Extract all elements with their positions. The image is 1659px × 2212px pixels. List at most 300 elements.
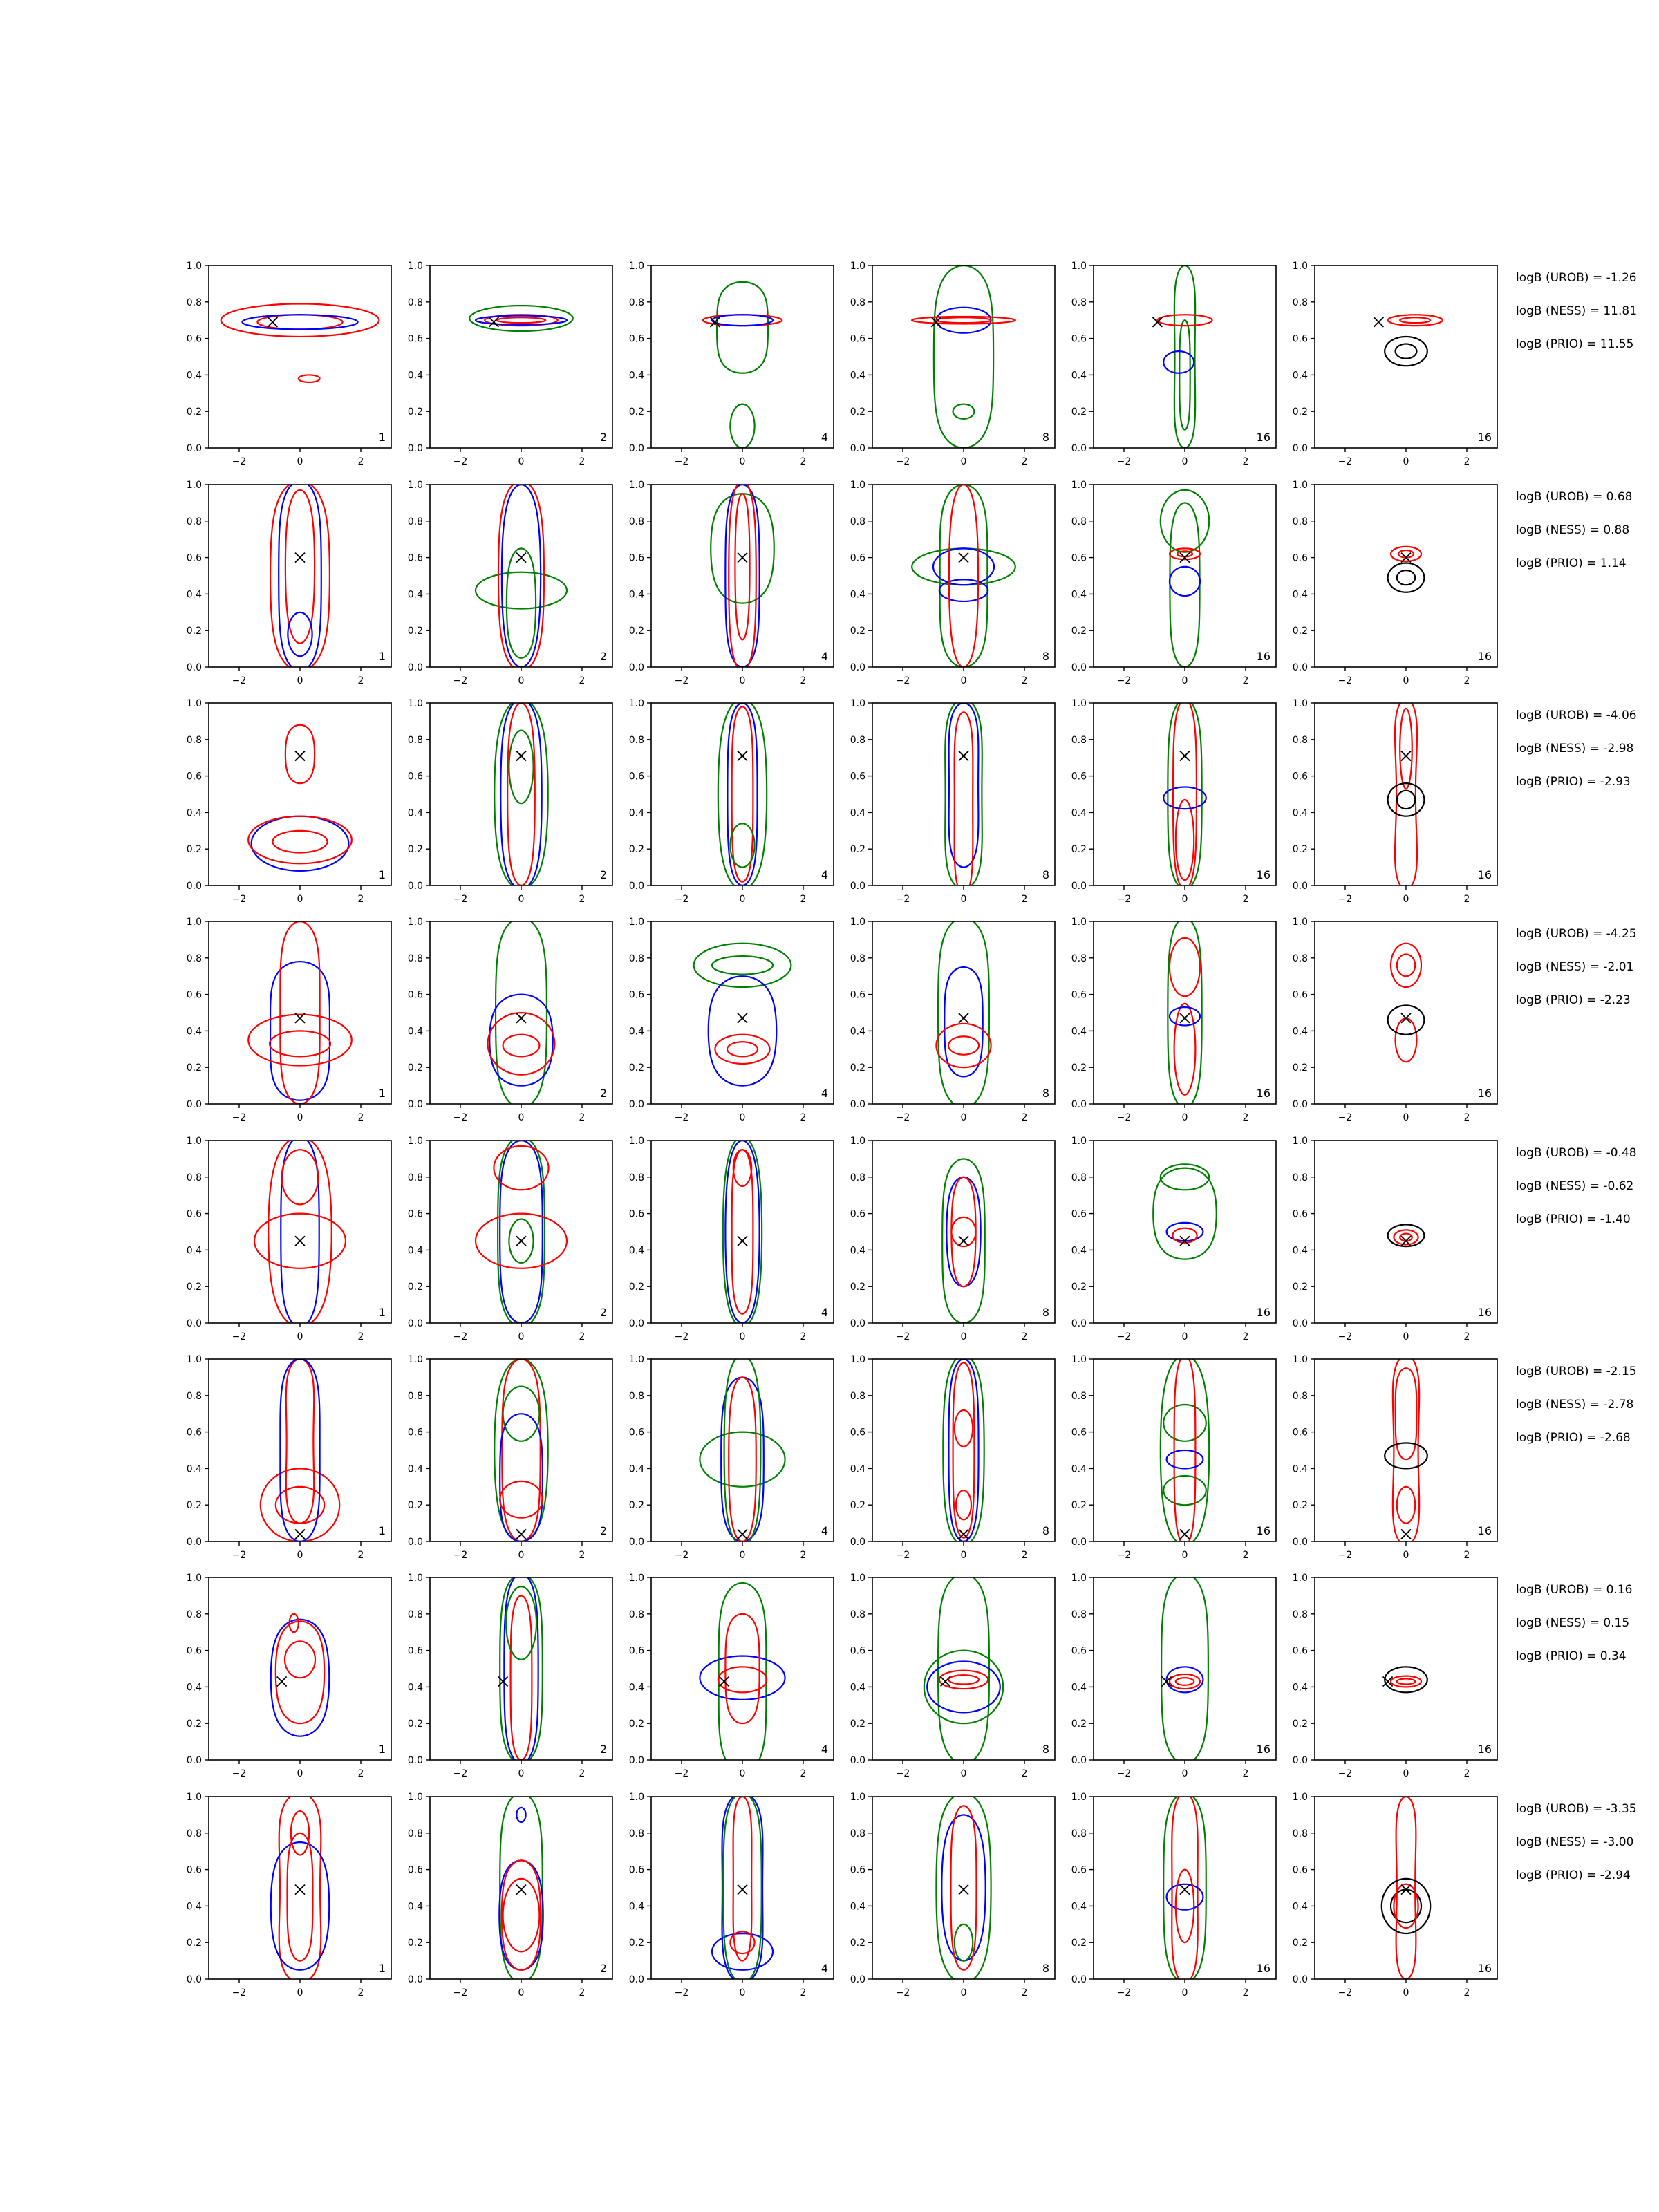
truth-marker xyxy=(295,1236,305,1246)
truth-marker xyxy=(1401,1529,1411,1539)
x-tick-label: −2 xyxy=(1338,456,1353,467)
y-tick-label: 0.6 xyxy=(1292,333,1308,345)
x-tick-label: −2 xyxy=(453,894,468,905)
x-tick-label: 0 xyxy=(518,1987,525,1998)
x-tick-label: −2 xyxy=(1338,1112,1353,1123)
contour-red xyxy=(502,1860,541,1969)
x-tick-label: 2 xyxy=(579,1550,585,1561)
contour-red xyxy=(1388,315,1443,326)
axes-frame xyxy=(1094,703,1276,885)
axes-frame xyxy=(209,1797,391,1979)
contour-blue xyxy=(281,1137,319,1327)
contour-group xyxy=(1388,547,1425,592)
x-tick-label: 0 xyxy=(1403,1112,1409,1123)
x-tick-label: 2 xyxy=(1021,1768,1028,1779)
truth-marker xyxy=(738,553,747,563)
axes-frame xyxy=(872,485,1055,667)
y-tick-label: 1.0 xyxy=(628,480,644,491)
x-tick-label: 2 xyxy=(357,1768,364,1779)
x-tick-label: −2 xyxy=(1116,1550,1132,1561)
y-tick-label: 0.8 xyxy=(850,297,865,308)
truth-marker xyxy=(720,1676,729,1686)
y-tick-label: 0.6 xyxy=(407,1864,423,1876)
contour-group xyxy=(494,1359,547,1541)
x-tick-label: −2 xyxy=(674,1987,689,1998)
y-tick-label: 0.2 xyxy=(850,406,865,418)
x-tick-label: 2 xyxy=(357,1987,364,1998)
contour-green xyxy=(730,823,754,867)
y-tick-label: 1.0 xyxy=(186,1354,202,1365)
y-tick-label: 1.0 xyxy=(186,1792,202,1803)
y-tick-label: 0.6 xyxy=(186,989,202,1001)
y-tick-label: 0.0 xyxy=(628,1974,644,1985)
panel-corner-label: 1 xyxy=(378,1524,386,1537)
contour-group xyxy=(1385,1356,1427,1546)
x-tick-label: 0 xyxy=(1181,1112,1188,1123)
y-tick-label: 0.0 xyxy=(1071,1755,1087,1766)
x-tick-label: 2 xyxy=(800,675,807,686)
logb-block-r4 xyxy=(1516,927,1637,1007)
y-tick-label: 0.4 xyxy=(1292,589,1308,601)
y-tick-label: 0.6 xyxy=(1071,1208,1087,1220)
x-tick-label: 0 xyxy=(1403,1768,1409,1779)
x-tick-label: 2 xyxy=(357,1550,364,1561)
x-tick-label: −2 xyxy=(895,675,910,686)
contour-green xyxy=(469,306,573,331)
y-tick-label: 0.2 xyxy=(186,1718,202,1730)
y-tick-label: 0.8 xyxy=(1071,1828,1087,1839)
contour-group xyxy=(912,485,1015,667)
logb-text: logB (NESS) = 0.15 xyxy=(1516,1616,1630,1630)
truth-marker xyxy=(959,751,968,761)
panel-r2-c4 xyxy=(850,480,1055,686)
y-tick-label: 0.0 xyxy=(1071,1099,1087,1110)
contour-green xyxy=(945,700,982,890)
y-tick-label: 0.2 xyxy=(1071,626,1087,637)
x-tick-label: 2 xyxy=(1021,894,1028,905)
contour-red xyxy=(1397,1487,1415,1524)
panel-corner-label: 16 xyxy=(1477,1306,1492,1319)
truth-marker xyxy=(1180,1529,1190,1539)
y-tick-label: 0.4 xyxy=(1071,1682,1087,1694)
y-tick-label: 0.4 xyxy=(628,1901,644,1913)
logb-block-r5 xyxy=(1516,1146,1637,1226)
y-tick-label: 0.6 xyxy=(628,1427,644,1438)
panel-r2-c3 xyxy=(629,480,834,686)
x-tick-label: 0 xyxy=(739,456,746,467)
y-tick-label: 0.4 xyxy=(628,1026,644,1038)
panel-corner-label: 2 xyxy=(599,1306,607,1319)
logb-block-r1 xyxy=(1516,271,1637,351)
panel-r5-c6 xyxy=(1293,1136,1497,1342)
y-tick-label: 1.0 xyxy=(186,261,202,272)
contour-blue xyxy=(941,1815,985,1960)
y-tick-label: 0.4 xyxy=(186,1682,202,1694)
contour-red xyxy=(703,315,782,326)
panel-corner-label: 8 xyxy=(1042,868,1049,881)
panel-r6-c5 xyxy=(1071,1354,1276,1561)
x-tick-label: 0 xyxy=(739,1550,746,1561)
x-tick-label: −2 xyxy=(1338,1550,1353,1561)
contour-red xyxy=(1398,550,1414,558)
y-tick-label: 0.2 xyxy=(628,1062,644,1074)
x-tick-label: −2 xyxy=(1116,1987,1132,1998)
panel-corner-label: 1 xyxy=(378,1087,386,1100)
contour-blue xyxy=(939,579,988,601)
y-tick-label: 0.6 xyxy=(1071,552,1087,564)
axes-frame xyxy=(1315,1141,1497,1323)
axes-frame xyxy=(209,921,391,1104)
y-tick-label: 1.0 xyxy=(628,1573,644,1584)
y-tick-label: 0.6 xyxy=(186,1427,202,1438)
y-tick-label: 0.4 xyxy=(1292,1026,1308,1038)
contour-blue xyxy=(712,1933,773,1970)
y-tick-label: 1.0 xyxy=(1071,698,1087,709)
y-tick-label: 0.8 xyxy=(628,953,644,964)
contour-blue xyxy=(1167,1223,1203,1241)
y-tick-label: 0.0 xyxy=(186,1755,202,1766)
contour-green xyxy=(730,404,754,448)
y-tick-label: 1.0 xyxy=(1071,917,1087,928)
y-tick-label: 0.0 xyxy=(850,443,865,454)
contour-red xyxy=(1400,317,1430,323)
contour-red xyxy=(270,1031,330,1056)
panel-corner-label: 1 xyxy=(378,1962,386,1975)
x-tick-label: 2 xyxy=(1021,1112,1028,1123)
y-tick-label: 0.2 xyxy=(1071,1500,1087,1512)
y-tick-label: 0.4 xyxy=(186,1026,202,1038)
y-tick-label: 0.6 xyxy=(407,1208,423,1220)
panel-r2-c2 xyxy=(408,480,612,686)
panel-corner-label: 2 xyxy=(599,1087,607,1100)
y-tick-label: 0.0 xyxy=(407,1099,423,1110)
panel-r1-c3 xyxy=(629,261,834,467)
panel-r8-c2 xyxy=(408,1792,612,1998)
x-tick-label: 2 xyxy=(579,675,585,686)
contour-green xyxy=(953,404,975,419)
y-tick-label: 0.0 xyxy=(1292,443,1308,454)
truth-marker xyxy=(1401,751,1411,761)
truth-marker xyxy=(277,1676,287,1686)
x-tick-label: −2 xyxy=(895,456,910,467)
y-tick-label: 0.0 xyxy=(407,662,423,673)
y-tick-label: 0.2 xyxy=(1292,1718,1308,1730)
truth-marker xyxy=(959,1885,968,1895)
panel-r5-c3 xyxy=(629,1136,834,1342)
x-tick-label: 0 xyxy=(1403,1550,1409,1561)
y-tick-label: 1.0 xyxy=(850,480,865,491)
contour-green xyxy=(712,956,773,974)
y-tick-label: 0.2 xyxy=(850,1282,865,1293)
y-tick-label: 0.4 xyxy=(407,1463,423,1475)
x-tick-label: 2 xyxy=(1242,1331,1249,1342)
x-tick-label: 0 xyxy=(960,1987,967,1998)
x-tick-label: 2 xyxy=(579,1112,585,1123)
panel-corner-label: 8 xyxy=(1042,1743,1049,1756)
y-tick-label: 0.2 xyxy=(1292,406,1308,418)
panel-r7-c5 xyxy=(1071,1573,1276,1779)
y-tick-label: 0.8 xyxy=(1071,1172,1087,1183)
truth-marker xyxy=(516,1885,526,1895)
y-tick-label: 0.8 xyxy=(850,1390,865,1402)
x-tick-label: 0 xyxy=(297,1331,303,1342)
y-tick-label: 0.6 xyxy=(628,989,644,1001)
contour-red xyxy=(279,1793,321,1983)
contour-red xyxy=(733,1150,751,1186)
axes-frame xyxy=(430,485,612,667)
x-tick-label: 0 xyxy=(1181,1987,1188,1998)
y-tick-label: 0.4 xyxy=(186,1901,202,1913)
contour-green xyxy=(509,731,533,804)
logb-block-r2 xyxy=(1516,490,1632,570)
x-tick-label: 2 xyxy=(1021,1331,1028,1342)
contour-blue xyxy=(944,967,982,1076)
x-tick-label: 2 xyxy=(357,1112,364,1123)
y-tick-label: 1.0 xyxy=(407,1354,423,1365)
y-tick-label: 0.0 xyxy=(628,1755,644,1766)
axes-frame xyxy=(209,485,391,667)
logb-text: logB (PRIO) = -2.23 xyxy=(1516,993,1631,1007)
panel-r4-c2 xyxy=(408,917,612,1123)
contour-blue xyxy=(949,703,979,868)
x-tick-label: 0 xyxy=(297,894,303,905)
logb-text: logB (UROB) = -4.25 xyxy=(1516,927,1637,941)
axes-frame xyxy=(651,703,834,885)
panel-corner-label: 8 xyxy=(1042,1962,1049,1975)
contour-black xyxy=(1397,570,1415,585)
contour-green xyxy=(1163,1793,1206,1983)
y-tick-label: 1.0 xyxy=(628,917,644,928)
axes-frame xyxy=(1315,1577,1497,1760)
x-tick-label: −2 xyxy=(1116,1331,1132,1342)
y-tick-label: 0.2 xyxy=(628,1500,644,1512)
x-tick-label: 0 xyxy=(960,1112,967,1123)
y-tick-label: 0.6 xyxy=(407,1645,423,1657)
x-tick-label: 0 xyxy=(297,675,303,686)
y-tick-label: 0.4 xyxy=(407,1682,423,1694)
y-tick-label: 0.2 xyxy=(186,1938,202,1949)
y-tick-label: 1.0 xyxy=(628,1792,644,1803)
truth-marker xyxy=(1180,751,1190,761)
y-tick-label: 0.6 xyxy=(186,1208,202,1220)
y-tick-label: 1.0 xyxy=(850,1136,865,1147)
y-tick-label: 0.0 xyxy=(1292,1537,1308,1548)
contour-group xyxy=(912,265,1015,448)
panel-r7-c4 xyxy=(850,1573,1055,1779)
x-tick-label: 2 xyxy=(800,456,807,467)
x-tick-label: −2 xyxy=(895,1987,910,1998)
contour-group xyxy=(943,1356,984,1546)
panel-corner-label: 8 xyxy=(1042,650,1049,663)
contour-red xyxy=(1176,1870,1194,1943)
y-tick-label: 1.0 xyxy=(1292,1354,1308,1365)
panel-corner-label: 16 xyxy=(1477,1743,1492,1756)
panel-r4-c6 xyxy=(1293,917,1497,1123)
x-tick-label: −2 xyxy=(453,1987,468,1998)
axes-frame xyxy=(430,265,612,448)
contour-group xyxy=(694,944,791,1086)
y-tick-label: 0.0 xyxy=(1292,881,1308,892)
y-tick-label: 0.8 xyxy=(186,1172,202,1183)
logb-text: logB (UROB) = 0.68 xyxy=(1516,490,1633,504)
contour-black xyxy=(1382,1879,1430,1933)
contour-group xyxy=(1161,1574,1208,1764)
panel-r1-c2 xyxy=(408,261,612,467)
x-tick-label: 2 xyxy=(1463,1768,1470,1779)
x-tick-label: 0 xyxy=(739,675,746,686)
contour-red xyxy=(285,725,315,783)
contour-blue xyxy=(725,1141,759,1323)
x-tick-label: −2 xyxy=(895,1550,910,1561)
x-tick-label: 2 xyxy=(357,456,364,467)
contour-group xyxy=(221,303,379,382)
axes-frame xyxy=(209,1577,391,1760)
y-tick-label: 0.2 xyxy=(850,1062,865,1074)
y-tick-label: 1.0 xyxy=(407,698,423,709)
y-tick-label: 1.0 xyxy=(850,261,865,272)
panel-r4-c1 xyxy=(187,917,391,1123)
x-tick-label: 2 xyxy=(1021,456,1028,467)
y-tick-label: 0.2 xyxy=(1071,844,1087,856)
panel-r1-c4 xyxy=(850,261,1055,467)
truth-marker xyxy=(959,553,968,563)
x-tick-label: −2 xyxy=(232,1768,247,1779)
panel-corner-label: 4 xyxy=(821,1743,828,1756)
axes-frame xyxy=(1315,1797,1497,1979)
x-tick-label: −2 xyxy=(895,1768,910,1779)
contour-group xyxy=(700,1583,785,1773)
panel-corner-label: 16 xyxy=(1477,868,1492,881)
y-tick-label: 0.8 xyxy=(628,1609,644,1620)
panel-corner-label: 2 xyxy=(599,431,607,444)
x-tick-label: 0 xyxy=(518,1112,525,1123)
panel-corner-label: 16 xyxy=(1256,1306,1271,1319)
x-tick-label: 0 xyxy=(518,894,525,905)
y-tick-label: 0.2 xyxy=(186,1500,202,1512)
y-tick-label: 0.6 xyxy=(1292,771,1308,782)
logb-text: logB (PRIO) = 0.34 xyxy=(1516,1649,1627,1663)
logb-text: logB (NESS) = -3.00 xyxy=(1516,1835,1634,1849)
y-tick-label: 0.4 xyxy=(850,807,865,819)
y-tick-label: 1.0 xyxy=(186,1136,202,1147)
x-tick-label: 2 xyxy=(579,456,585,467)
y-tick-label: 0.2 xyxy=(186,626,202,637)
x-tick-label: −2 xyxy=(232,675,247,686)
truth-marker xyxy=(959,1236,968,1246)
y-tick-label: 0.6 xyxy=(407,771,423,782)
panel-r4-c5 xyxy=(1071,917,1276,1123)
y-tick-label: 0.6 xyxy=(186,1864,202,1876)
y-tick-label: 0.8 xyxy=(1292,1609,1308,1620)
x-tick-label: −2 xyxy=(453,1331,468,1342)
contour-red xyxy=(732,706,753,881)
contour-green xyxy=(700,1432,785,1487)
contour-red xyxy=(285,1641,315,1678)
y-tick-label: 0.0 xyxy=(186,1318,202,1329)
y-tick-label: 0.2 xyxy=(407,626,423,637)
y-tick-label: 0.6 xyxy=(407,989,423,1001)
y-tick-label: 0.2 xyxy=(186,406,202,418)
panel-r5-c4 xyxy=(850,1136,1055,1342)
x-tick-label: 0 xyxy=(960,1331,967,1342)
contour-red xyxy=(1394,1230,1418,1244)
contour-red xyxy=(1396,1368,1417,1459)
contour-red xyxy=(299,375,320,382)
truth-marker xyxy=(738,1013,747,1023)
x-tick-label: 2 xyxy=(1463,1987,1470,1998)
contour-blue xyxy=(500,1141,543,1323)
logb-block-r3 xyxy=(1516,709,1637,789)
y-tick-label: 0.0 xyxy=(1071,1318,1087,1329)
logb-text: logB (NESS) = -2.98 xyxy=(1516,742,1634,756)
y-tick-label: 0.0 xyxy=(850,1099,865,1110)
y-tick-label: 1.0 xyxy=(850,1354,865,1365)
panel-corner-label: 4 xyxy=(821,1306,828,1319)
contour-black xyxy=(1385,337,1427,366)
x-tick-label: 2 xyxy=(1463,1550,1470,1561)
y-tick-label: 0.0 xyxy=(628,1099,644,1110)
y-tick-label: 0.4 xyxy=(1071,589,1087,601)
y-tick-label: 0.0 xyxy=(850,1537,865,1548)
contour-green xyxy=(955,1924,973,1961)
y-tick-label: 0.6 xyxy=(850,1645,865,1657)
y-tick-label: 0.6 xyxy=(407,1427,423,1438)
y-tick-label: 0.8 xyxy=(407,1828,423,1839)
x-tick-label: 0 xyxy=(739,1112,746,1123)
contour-blue xyxy=(1170,1007,1200,1025)
axes-frame xyxy=(1315,1359,1497,1541)
contour-red xyxy=(1176,800,1194,880)
axes-frame xyxy=(651,921,834,1104)
x-tick-label: 0 xyxy=(518,675,525,686)
x-tick-label: 0 xyxy=(960,675,967,686)
y-tick-label: 0.4 xyxy=(850,1463,865,1475)
x-tick-label: 2 xyxy=(579,1768,585,1779)
truth-marker xyxy=(295,751,305,761)
contour-green xyxy=(498,1137,545,1327)
x-tick-label: 2 xyxy=(1021,1987,1028,1998)
contour-green xyxy=(1168,918,1201,1108)
x-tick-label: −2 xyxy=(232,1331,247,1342)
y-tick-label: 1.0 xyxy=(407,261,423,272)
x-tick-label: 0 xyxy=(297,1768,303,1779)
x-tick-label: 0 xyxy=(1181,1768,1188,1779)
contour-red xyxy=(500,1481,543,1518)
logb-block-r7 xyxy=(1516,1583,1632,1663)
x-tick-label: −2 xyxy=(1116,675,1132,686)
y-tick-label: 0.2 xyxy=(1071,1718,1087,1730)
contour-group xyxy=(469,306,573,331)
axes-frame xyxy=(651,1141,834,1323)
panel-r3-c5 xyxy=(1071,698,1276,905)
y-tick-label: 0.6 xyxy=(850,771,865,782)
contour-group xyxy=(945,700,982,894)
x-tick-label: −2 xyxy=(895,894,910,905)
x-tick-label: 0 xyxy=(960,1768,967,1779)
contour-red xyxy=(288,1833,313,1961)
y-tick-label: 1.0 xyxy=(850,1792,865,1803)
contour-group xyxy=(271,1614,329,1736)
axes-frame xyxy=(872,1141,1055,1323)
truth-marker xyxy=(295,1885,305,1895)
truth-marker xyxy=(516,1013,526,1023)
x-tick-label: −2 xyxy=(232,1112,247,1123)
x-tick-label: 0 xyxy=(960,456,967,467)
panel-corner-label: 1 xyxy=(378,650,386,663)
x-tick-label: 0 xyxy=(1181,894,1188,905)
contour-red xyxy=(729,1377,756,1541)
panel-corner-label: 8 xyxy=(1042,1524,1049,1537)
